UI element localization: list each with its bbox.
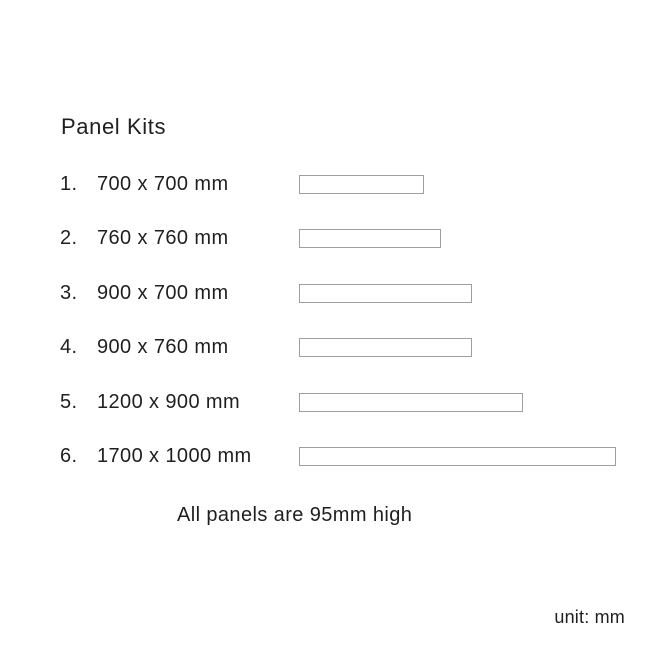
item-dimensions: 760 x 760 mm bbox=[97, 227, 229, 250]
panel-size-bar bbox=[299, 284, 472, 303]
panel-size-bar bbox=[299, 338, 472, 357]
unit-label: unit: mm bbox=[554, 607, 625, 627]
panel-row bbox=[60, 212, 620, 267]
item-number: 6. bbox=[60, 445, 78, 468]
item-dimensions: 1200 x 900 mm bbox=[97, 390, 241, 413]
panel-row bbox=[60, 321, 620, 376]
item-number: 4. bbox=[60, 336, 78, 359]
panel-size-bar bbox=[299, 447, 616, 466]
item-dimensions: 700 x 700 mm bbox=[97, 172, 229, 195]
item-number: 2. bbox=[60, 227, 78, 250]
panel-row bbox=[60, 266, 620, 321]
item-dimensions: 900 x 760 mm bbox=[97, 336, 229, 359]
item-number: 5. bbox=[60, 390, 78, 413]
panel-height-note: All panels are 95mm high bbox=[177, 504, 413, 526]
page-title: Panel Kits bbox=[61, 114, 167, 139]
panel-row bbox=[60, 430, 620, 485]
panel-size-bar bbox=[299, 175, 424, 194]
item-dimensions: 900 x 700 mm bbox=[97, 281, 229, 304]
panel-size-bar bbox=[299, 229, 441, 248]
panel-list bbox=[60, 157, 620, 484]
item-number: 3. bbox=[60, 281, 78, 304]
item-dimensions: 1700 x 1000 mm bbox=[97, 445, 252, 468]
panel-row bbox=[60, 157, 620, 212]
panel-size-bar bbox=[299, 393, 523, 412]
item-number: 1. bbox=[60, 172, 78, 195]
panel-row bbox=[60, 375, 620, 430]
